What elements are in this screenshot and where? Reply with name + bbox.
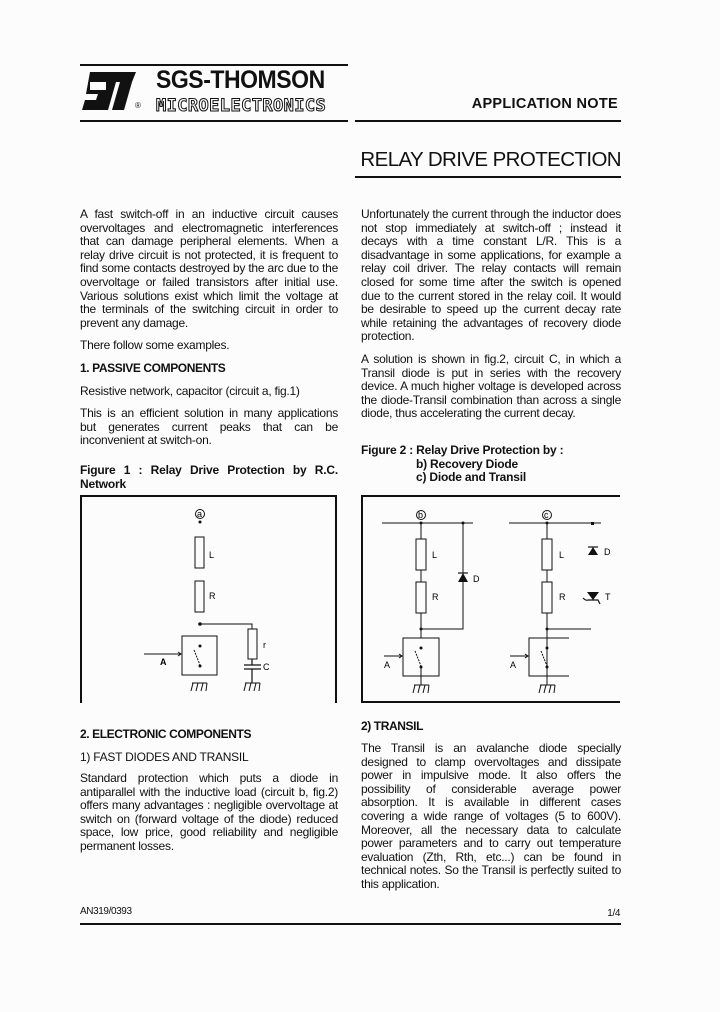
figure2-label-c: c — [544, 510, 549, 520]
figure2-label-b: b — [418, 510, 424, 520]
title-rule — [355, 176, 621, 178]
doc-code: AN319/0393 — [80, 906, 132, 917]
figure2-c-label-R: R — [559, 592, 566, 602]
figure1-label-r: r — [263, 640, 266, 650]
section1-heading: 1. PASSIVE COMPONENTS — [80, 361, 226, 375]
appnote-rule — [355, 120, 621, 122]
figure1-label-a: a — [197, 509, 203, 519]
section2-subheading: 1) FAST DIODES AND TRANSIL — [80, 750, 249, 764]
figure1-label-L: L — [209, 550, 215, 560]
right-paragraph-1: Unfortunately the current through the inductor does not stop immediately at switch-off ; instead it decays with a time constant L/R. This is a disadvantage in some applications, for example a relay coil driver. The relay contacts will remain closed for some time after the switch is opened due to the current stored in the relay coil. It would be desirable to speed up the current decay rate while retaining the advantages of recovery diode protection. — [361, 207, 621, 344]
figure2-b-label-A: A — [384, 660, 391, 670]
diode-icon — [588, 547, 598, 555]
intro-paragraph: A fast switch-off in an inductive circuit causes overvoltages and electromagnetic interferences that can damage peripheral elements. When a relay drive circuit is not protected, it is frequent to find some contacts destroyed by the arc due to the overvoltage or failed transistors after initial use. Various solutions exist which limit the voltage at the terminals of the switching circuit in order to prevent any damage. — [80, 207, 338, 330]
section2-body: Standard protection which puts a diode in antiparallel with the inductive load (circuit b, fig.2) offers many advantages : negligible overvoltage at switch on (forward voltage of the diode) reduced space, low price, good reliability and negligible permanent losses. — [80, 771, 338, 853]
transil-heading: 2) TRANSIL — [361, 719, 424, 733]
figure2-c-label-T: T — [605, 592, 611, 602]
page-number: 1/4 — [607, 908, 620, 919]
right-paragraph-2: A solution is shown in fig.2, circuit C, in which a Transil diode is put in series with the recovery device. A much higher voltage is developed across the diode-Transil combination than across a single diode, thus accelerating the current decay. — [361, 352, 621, 421]
doc-type-label: APPLICATION NOTE — [471, 96, 618, 112]
section1-subheading: Resistive network, capacitor (circuit a, fig.1) — [80, 384, 300, 398]
header-bottom-rule — [80, 120, 348, 122]
page-title: RELAY DRIVE PROTECTION — [360, 148, 621, 171]
section2-heading: 2. ELECTRONIC COMPONENTS — [80, 727, 252, 741]
company-name: SGS-THOMSON — [156, 66, 325, 94]
figure2-b-label-R: R — [432, 592, 439, 602]
figure2-b-label-D: D — [473, 574, 480, 584]
figure2-schematic — [359, 493, 624, 705]
figure1-label-R: R — [209, 591, 216, 601]
division-name: MICROELECTRONICS — [156, 96, 327, 116]
figure2-b-label-L: L — [432, 550, 438, 560]
figure2-c-label-D: D — [604, 547, 611, 557]
examples-text: There follow some examples. — [80, 338, 230, 352]
figure2-c-label-L: L — [559, 550, 565, 560]
figure2-caption — [361, 444, 621, 485]
figure2-c-label-A: A — [510, 660, 517, 670]
figure2-caption-line3: c) Diode and Transil — [416, 470, 527, 485]
figure2-caption-line1: Figure 2 : Relay Drive Protection by : — [361, 443, 564, 457]
st-logo-icon — [80, 70, 138, 114]
diode-icon — [458, 573, 468, 582]
section1-body: This is an efficient solution in many applications but generates current peaks that can be inconvenient at switch-on. — [80, 406, 338, 448]
transil-body: The Transil is an avalanche diode specially designed to clamp overvoltages and dissipate power in impulsive mode. It also offers the possibility of considerable average power absorption. It is available in different cases covering a wide range of voltages (5 to 600V). Moreover, all the necessary data to calculate power parameters and to carry out temperature evaluation (Zth, Rth, etc...) can be found in technical notes. So the Transil is perfectly suited to this application. — [361, 741, 621, 891]
footer-rule — [80, 923, 621, 925]
figure1-label-C: C — [263, 662, 270, 672]
figure1-label-A: A — [160, 657, 167, 667]
transil-icon — [587, 592, 599, 600]
figure2-caption-line2: b) Recovery Diode — [416, 456, 518, 471]
figure1-caption: Figure 1 : Relay Drive Protection by R.C. Network — [80, 463, 338, 491]
figure1-schematic — [78, 493, 340, 705]
registered-mark: ® — [135, 101, 141, 110]
